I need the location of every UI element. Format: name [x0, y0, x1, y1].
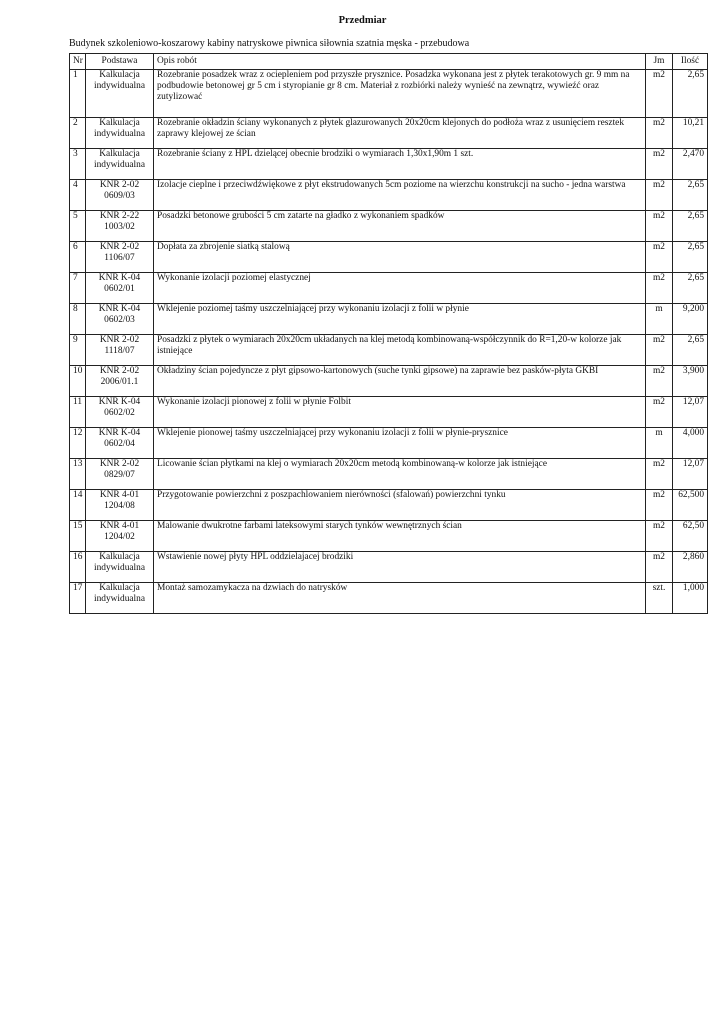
- row-basis: [86, 180, 154, 211]
- row-quantity: 10,21: [673, 118, 708, 149]
- table-row: [70, 180, 708, 211]
- row-basis-line2: 0829/07: [104, 470, 135, 481]
- row-basis: [86, 366, 154, 397]
- row-description: Montaż samozamykacza na dzwiach do natrysków: [154, 583, 646, 614]
- row-quantity: 2,860: [673, 552, 708, 583]
- row-unit: m2: [646, 273, 673, 304]
- table-row: [70, 118, 708, 149]
- table-row: [70, 149, 708, 180]
- row-basis-line2: 1118/07: [104, 346, 135, 357]
- row-number: 5: [70, 211, 86, 242]
- row-basis-line2: 0602/04: [104, 439, 135, 450]
- row-basis-line1: Kalkulacja: [99, 583, 140, 593]
- row-basis-line2: 0602/01: [104, 284, 135, 295]
- row-quantity: 2,65: [673, 211, 708, 242]
- row-unit: m2: [646, 335, 673, 366]
- row-number: 11: [70, 397, 86, 428]
- row-unit: m2: [646, 459, 673, 490]
- header-podstawa: Podstawa: [86, 54, 154, 70]
- row-basis: [86, 149, 154, 180]
- row-basis: [86, 490, 154, 521]
- row-description: Dopłata za zbrojenie siatką stalową: [154, 242, 646, 273]
- row-number: 4: [70, 180, 86, 211]
- row-basis-line1: KNR K-04: [98, 428, 141, 438]
- row-unit: m2: [646, 366, 673, 397]
- row-quantity: 1,000: [673, 583, 708, 614]
- row-quantity: 2,470: [673, 149, 708, 180]
- row-number: 16: [70, 552, 86, 583]
- row-quantity: 2,65: [673, 70, 708, 118]
- row-basis: [86, 583, 154, 614]
- row-unit: m2: [646, 490, 673, 521]
- row-description: Wykonanie izolacji pionowej z folii w płynie Folbit: [154, 397, 646, 428]
- table-row: [70, 273, 708, 304]
- row-number: 1: [70, 70, 86, 118]
- row-number: 10: [70, 366, 86, 397]
- row-number: 8: [70, 304, 86, 335]
- table-row: [70, 428, 708, 459]
- row-description: Posadzki betonowe grubości 5 cm zatarte na gładko z wykonaniem spadków: [154, 211, 646, 242]
- row-basis-line1: KNR 2-02: [99, 366, 140, 376]
- row-basis-line2: indywidualna: [93, 594, 146, 605]
- row-basis-line2: 1204/02: [104, 532, 135, 543]
- row-basis-line1: KNR 2-02: [99, 459, 140, 469]
- header-jm: Jm: [646, 54, 673, 70]
- row-basis: [86, 552, 154, 583]
- row-quantity: 4,000: [673, 428, 708, 459]
- row-basis: [86, 304, 154, 335]
- row-quantity: 2,65: [673, 273, 708, 304]
- row-number: 3: [70, 149, 86, 180]
- row-unit: m2: [646, 552, 673, 583]
- row-number: 6: [70, 242, 86, 273]
- row-basis: [86, 118, 154, 149]
- table-row: [70, 583, 708, 614]
- row-basis-line2: 0609/03: [104, 191, 135, 202]
- row-quantity: 62,500: [673, 490, 708, 521]
- row-description: Wstawienie nowej płyty HPL oddzielajacej brodziki: [154, 552, 646, 583]
- row-quantity: 12,07: [673, 459, 708, 490]
- table-row: [70, 490, 708, 521]
- row-description: Rozebranie posadzek wraz z ociepleniem pod przyszłe prysznice. Posadzka wykonana jest z płytek terakotowych gr. 9 mm na podbudowie betonowej gr 5 cm i styropianie gr 8 cm. Materiał z rozbiórki należy wynieść na zewnątrz, wywieźć oraz zutylizować: [154, 70, 646, 118]
- row-unit: m2: [646, 180, 673, 211]
- row-basis-line2: 1204/08: [104, 501, 135, 512]
- header-ilosc: Ilość: [673, 54, 708, 70]
- table-row: [70, 397, 708, 428]
- table-row: [70, 366, 708, 397]
- row-description: Rozebranie okładzin ściany wykonanych z płytek glazurowanych 20x20cm klejonych do podłoża wraz z usunięciem resztek zaprawy klejowej ze ścian: [154, 118, 646, 149]
- row-quantity: 62,50: [673, 521, 708, 552]
- row-basis-line2: indywidualna: [93, 563, 146, 574]
- row-description: Posadzki z płytek o wymiarach 20x20cm układanych na klej metodą kombinowaną-współczynnik do R=1,20-w kolorze jak istniejące: [154, 335, 646, 366]
- row-number: 9: [70, 335, 86, 366]
- table-row: [70, 552, 708, 583]
- row-quantity: 9,200: [673, 304, 708, 335]
- table-header-row: [70, 54, 708, 70]
- row-description: Przygotowanie powierzchni z poszpachlowaniem nierówności (sfalowań) powierzchni tynku: [154, 490, 646, 521]
- row-quantity: 12,07: [673, 397, 708, 428]
- row-number: 14: [70, 490, 86, 521]
- row-number: 17: [70, 583, 86, 614]
- row-basis-line2: 0602/03: [104, 315, 135, 326]
- row-basis: [86, 428, 154, 459]
- row-basis-line2: indywidualna: [93, 129, 146, 140]
- row-basis-line1: Kalkulacja: [99, 149, 140, 159]
- row-basis: [86, 521, 154, 552]
- table-row: [70, 304, 708, 335]
- row-number: 12: [70, 428, 86, 459]
- row-description: Licowanie ścian płytkami na klej o wymiarach 20x20cm metodą kombinowaną-w kolorze jak istniejące: [154, 459, 646, 490]
- row-description: Malowanie dwukrotne farbami lateksowymi starych tynków wewnętrznych ścian: [154, 521, 646, 552]
- row-basis-line2: indywidualna: [93, 160, 146, 171]
- row-quantity: 2,65: [673, 242, 708, 273]
- row-basis-line1: KNR 4-01: [99, 490, 140, 500]
- row-basis: [86, 335, 154, 366]
- row-description: Wklejenie poziomej taśmy uszczelniającej przy wykonaniu izolacji z folii w płynie: [154, 304, 646, 335]
- row-basis: [86, 459, 154, 490]
- row-basis-line1: KNR 2-22: [99, 211, 140, 221]
- row-description: Okładziny ścian pojedyncze z płyt gipsowo-kartonowych (suche tynki gipsowe) na zaprawie bez pasków-płyta GKBI: [154, 366, 646, 397]
- row-basis-line1: KNR K-04: [98, 397, 141, 407]
- row-number: 2: [70, 118, 86, 149]
- row-description: Wklejenie pionowej taśmy uszczelniającej przy wykonaniu izolacji z folii w płynie-prysznice: [154, 428, 646, 459]
- row-basis-line2: indywidualna: [93, 81, 146, 92]
- row-basis-line1: KNR 2-02: [99, 242, 140, 252]
- row-unit: m2: [646, 118, 673, 149]
- table-row: [70, 242, 708, 273]
- row-unit: m2: [646, 70, 673, 118]
- row-description: Rozebranie ściany z HPL dzielącej obecnie brodziki o wymiarach 1,30x1,90m 1 szt.: [154, 149, 646, 180]
- row-basis: [86, 70, 154, 118]
- row-basis-line2: 1106/07: [104, 253, 135, 264]
- row-quantity: 2,65: [673, 180, 708, 211]
- row-unit: m2: [646, 397, 673, 428]
- document-title: Przedmiar: [338, 15, 387, 26]
- row-basis-line1: KNR K-04: [98, 273, 141, 283]
- row-basis-line1: Kalkulacja: [99, 552, 140, 562]
- row-basis-line2: 2006/01.1: [100, 377, 139, 388]
- row-basis-line1: Kalkulacja: [99, 118, 140, 128]
- row-number: 7: [70, 273, 86, 304]
- row-unit: m2: [646, 521, 673, 552]
- table-row: [70, 459, 708, 490]
- row-basis-line1: KNR 2-02: [99, 335, 140, 345]
- document-subtitle: Budynek szkoleniowo-koszarowy kabiny natryskowe piwnica siłownia szatnia męska - przebudowa: [69, 38, 470, 49]
- header-opis: Opis robót: [154, 54, 646, 70]
- table-row: [70, 70, 708, 118]
- row-unit: m: [646, 428, 673, 459]
- row-unit: m2: [646, 211, 673, 242]
- row-basis-line1: Kalkulacja: [99, 70, 140, 80]
- row-basis-line2: 1003/02: [104, 222, 135, 233]
- estimate-table: [69, 53, 708, 614]
- row-basis: [86, 242, 154, 273]
- row-basis-line1: KNR 4-01: [99, 521, 140, 531]
- table-row: [70, 521, 708, 552]
- row-basis: [86, 273, 154, 304]
- row-quantity: 2,65: [673, 335, 708, 366]
- row-unit: szt.: [646, 583, 673, 614]
- row-unit: m2: [646, 242, 673, 273]
- row-quantity: 3,900: [673, 366, 708, 397]
- header-nr: Nr: [70, 54, 86, 70]
- table-row: [70, 211, 708, 242]
- table-row: [70, 335, 708, 366]
- row-basis-line2: 0602/02: [104, 408, 135, 419]
- row-number: 15: [70, 521, 86, 552]
- row-number: 13: [70, 459, 86, 490]
- row-unit: m: [646, 304, 673, 335]
- row-basis-line1: KNR K-04: [98, 304, 141, 314]
- row-basis: [86, 397, 154, 428]
- row-basis: [86, 211, 154, 242]
- row-basis-line1: KNR 2-02: [99, 180, 140, 190]
- row-description: Wykonanie izolacji poziomej elastycznej: [154, 273, 646, 304]
- row-description: Izolacje cieplne i przeciwdźwiękowe z płyt ekstrudowanych 5cm poziome na wierzchu konstrukcji na sucho - jedna warstwa: [154, 180, 646, 211]
- row-unit: m2: [646, 149, 673, 180]
